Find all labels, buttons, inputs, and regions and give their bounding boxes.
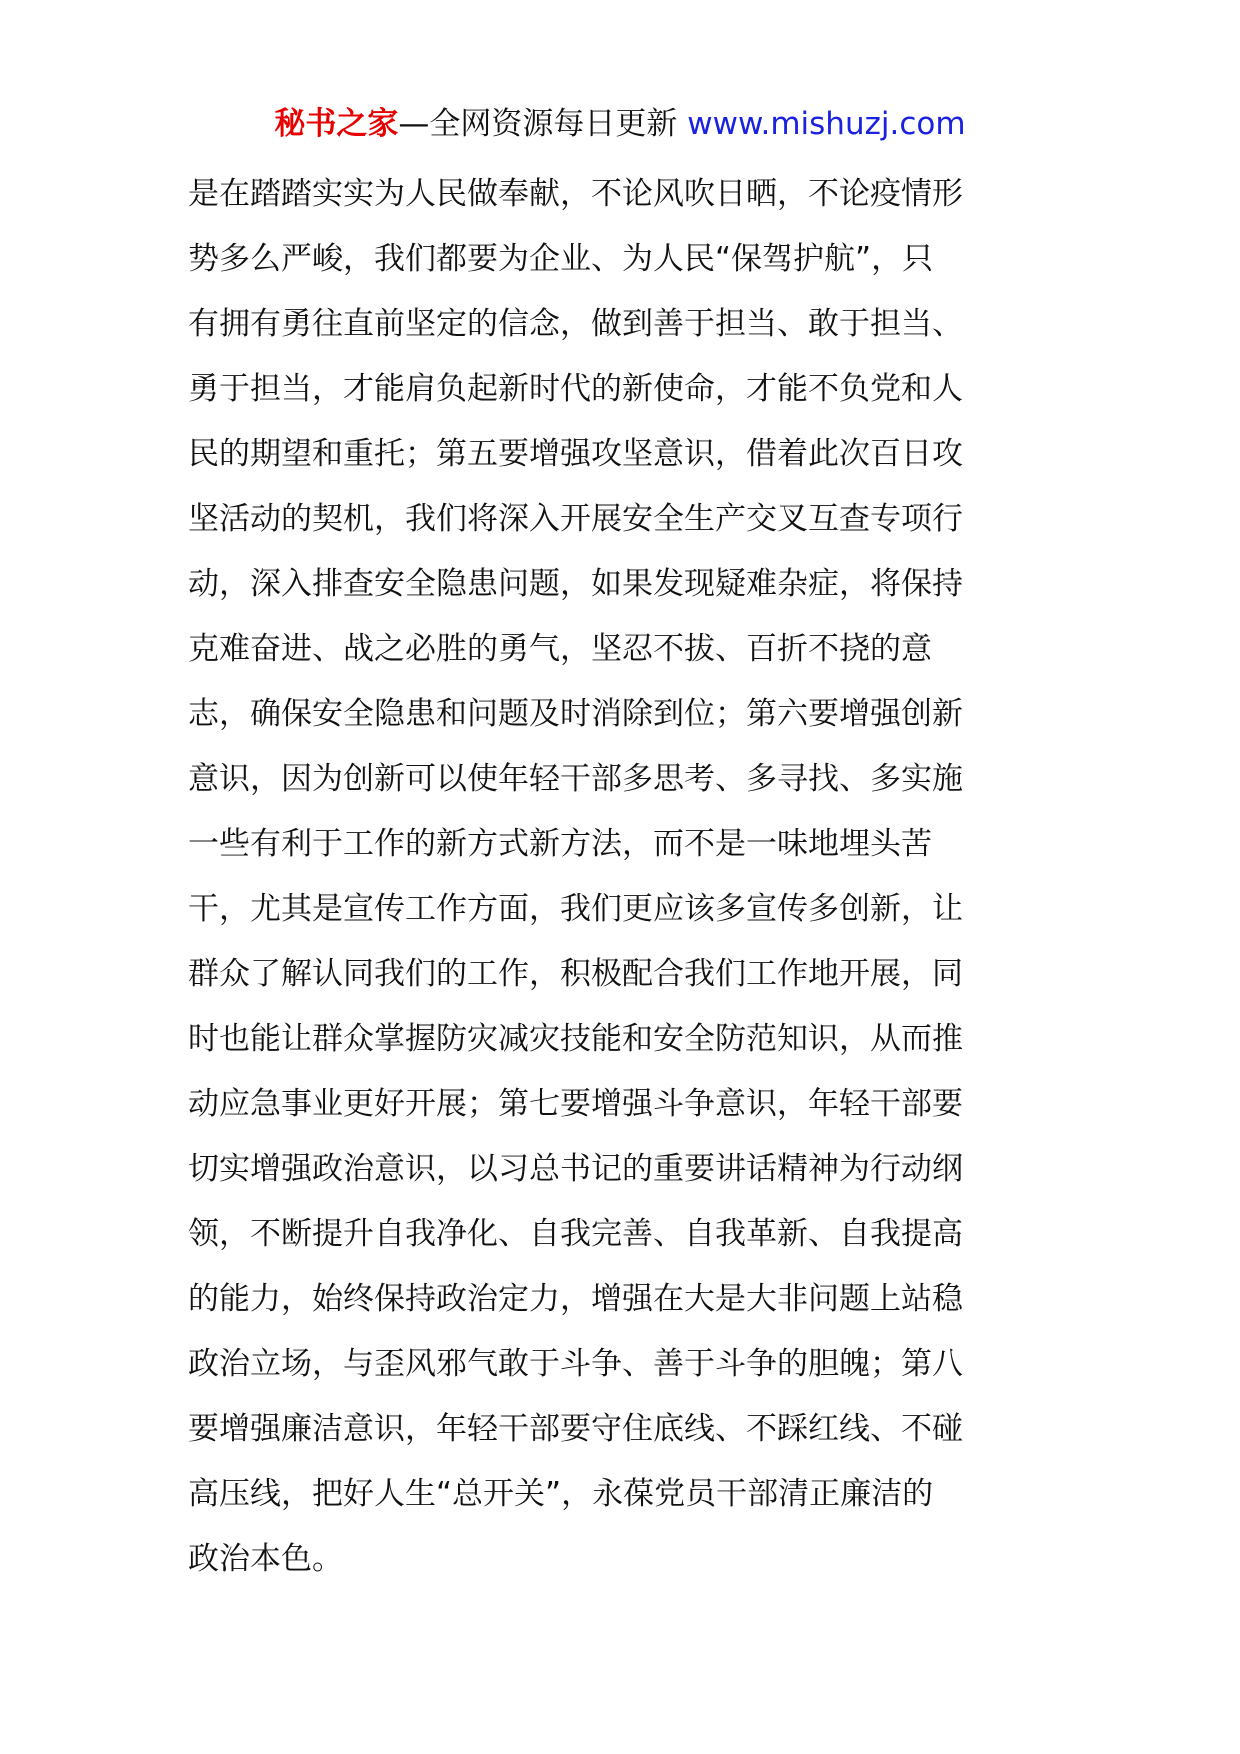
brand-name: 秘书之家 bbox=[274, 106, 399, 142]
body-paragraph: 是在踏踏实实为人民做奉献，不论风吹日晒，不论疫情形 势多么严峻，我们都要为企业、为人民“保驾护航”，只 有拥有勇往直前坚定的信念，做到善于担当、敢于担当、 勇于担当，才能肩负起新时代的新使命，才能不负党和人 民的期望和重托；第五要增强攻坚意识，借着此次百日攻 坚活动的契机，我们将深入开展安全生产交叉互查专项行 动，深入排查安全隐患问题，如果发现疑难杂症，将保持 克难奋进、战之必胜的勇气，坚忍不拔、百折不挠的意 志，确保安全隐患和问题及时消除到位；第六要增强创新 意识，因为创新可以使年轻干部多思考、多寻找、多实施 一些有利于工作的新方式新方法，而不是一味地埋头苦 干，尤其是宣传工作方面，我们更应该多宣传多创新，让 群众了解认同我们的工作，积极配合我们工作地开展，同 时也能让群众掌握防灾减灾技能和安全防范知识，从而推 动应急事业更好开展；第七要增强斗争意识，年轻干部要 切实增强政治意识，以习总书记的重要讲话精神为行动纲 领，不断提升自我净化、自我完善、自我革新、自我提高 的能力，始终保持政治定力，增强在大是大非问题上站稳 政治立场，与歪风邪气敢于斗争、善于斗争的胆魄；第八 要增强廉洁意识，年轻干部要守住底线、不踩红线、不碰 高压线，把好人生“总开关”，永葆党员干部清正廉洁的 政治本色。 bbox=[188, 176, 963, 1577]
header-banner bbox=[0, 104, 1240, 144]
header-tagline: —全网资源每日更新 bbox=[398, 106, 678, 142]
header-url-link[interactable]: www.mishuzj.com bbox=[677, 106, 966, 142]
